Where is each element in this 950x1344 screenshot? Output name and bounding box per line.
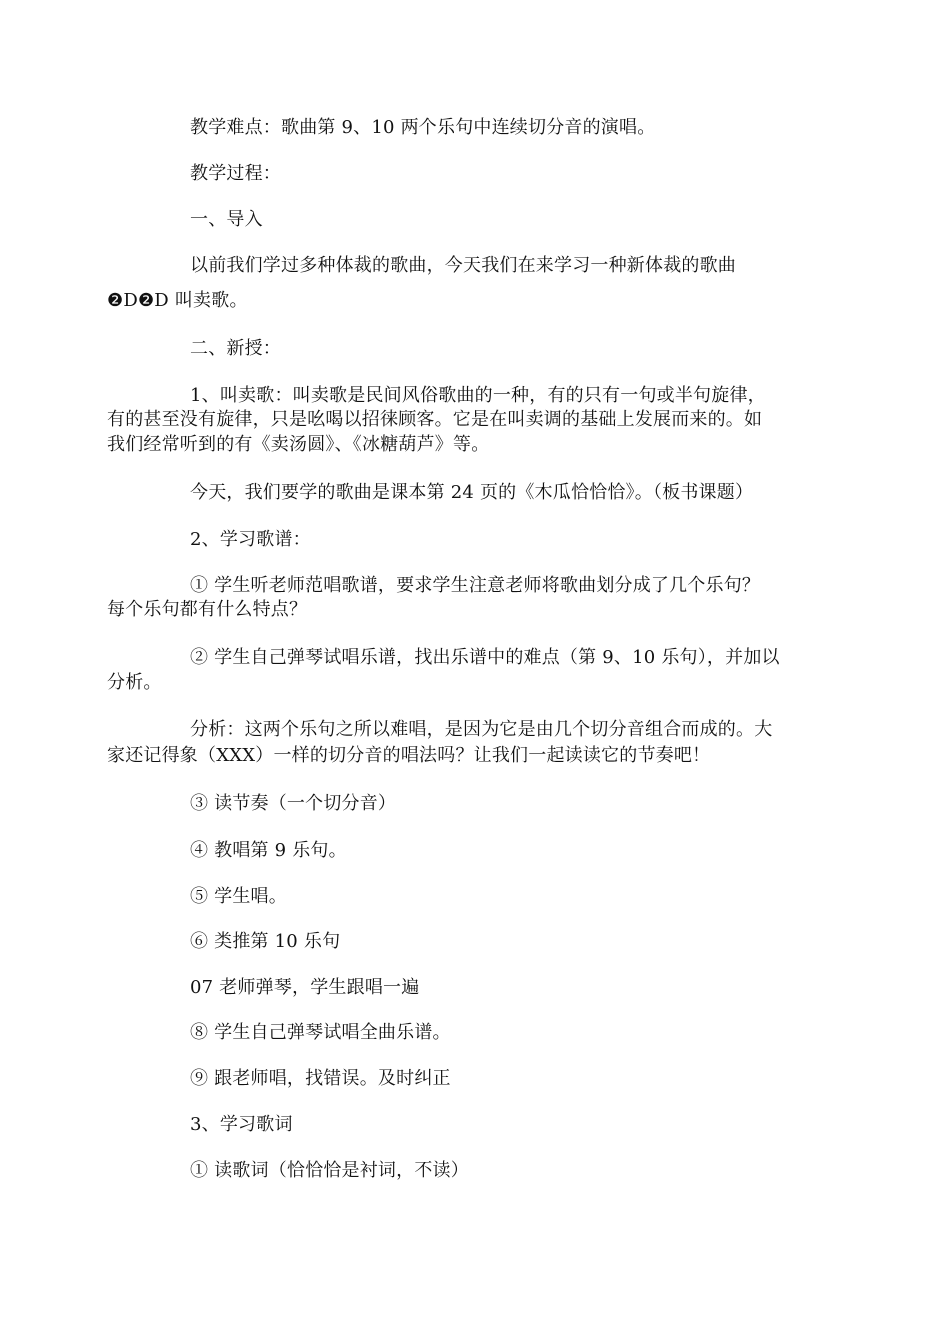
- step5-item: ⑤ 学生唱。: [190, 886, 287, 907]
- section-heading-intro: 一、导入: [190, 209, 263, 230]
- intro-paragraph-line: ❷D❷D 叫卖歌。: [107, 290, 248, 311]
- teaching-difficulty: 教学难点：歌曲第 9、10 两个乐句中连续切分音的演唱。: [190, 117, 656, 138]
- step4-item: ④ 教唱第 9 乐句。: [190, 840, 347, 861]
- analysis-line: 家还记得象（XXX）一样的切分音的唱法吗？让我们一起读读它的节奏吧！: [107, 745, 711, 766]
- lyrics-step1-item: ① 读歌词（恰恰恰是衬词，不读）: [190, 1160, 469, 1181]
- step7-item: 07 老师弹琴，学生跟唱一遍: [190, 977, 420, 998]
- section-heading-new: 二、新授：: [190, 338, 281, 359]
- item2-heading: 2、学习歌谱：: [190, 529, 311, 550]
- step1-line: ① 学生听老师范唱歌谱，要求学生注意老师将歌曲划分成了几个乐句？: [190, 575, 761, 596]
- step2-line: ② 学生自己弹琴试唱乐谱，找出乐谱中的难点（第 9、10 乐句），并加以: [190, 647, 780, 668]
- step3-item: ③ 读节奏（一个切分音）: [190, 793, 397, 814]
- step6-item: ⑥ 类推第 10 乐句: [190, 931, 341, 952]
- item1-paragraph-line: 1、叫卖歌：叫卖歌是民间风俗歌曲的一种，有的只有一句或半句旋律，: [190, 385, 766, 406]
- step1-line: 每个乐句都有什么特点？: [107, 599, 308, 620]
- item1-paragraph-line: 我们经常听到的有《卖汤圆》、《冰糖葫芦》等。: [107, 434, 490, 455]
- intro-paragraph-line: 以前我们学过多种体裁的歌曲，今天我们在来学习一种新体裁的歌曲: [190, 255, 736, 276]
- process-heading: 教学过程：: [190, 163, 281, 184]
- analysis-line: 分析：这两个乐句之所以难唱，是因为它是由几个切分音组合而成的。大: [190, 719, 773, 740]
- item3-heading: 3、学习歌词: [190, 1114, 293, 1135]
- today-paragraph: 今天，我们要学的歌曲是课本第 24 页的《木瓜恰恰恰》。（板书课题）: [190, 482, 754, 503]
- step2-line: 分析。: [107, 672, 162, 693]
- step8-item: ⑧ 学生自己弹琴试唱全曲乐谱。: [190, 1022, 451, 1043]
- step9-item: ⑨ 跟老师唱，找错误。及时纠正: [190, 1068, 451, 1089]
- item1-paragraph-line: 有的甚至没有旋律，只是吆喝以招徕顾客。它是在叫卖调的基础上发展而来的。如: [107, 409, 763, 430]
